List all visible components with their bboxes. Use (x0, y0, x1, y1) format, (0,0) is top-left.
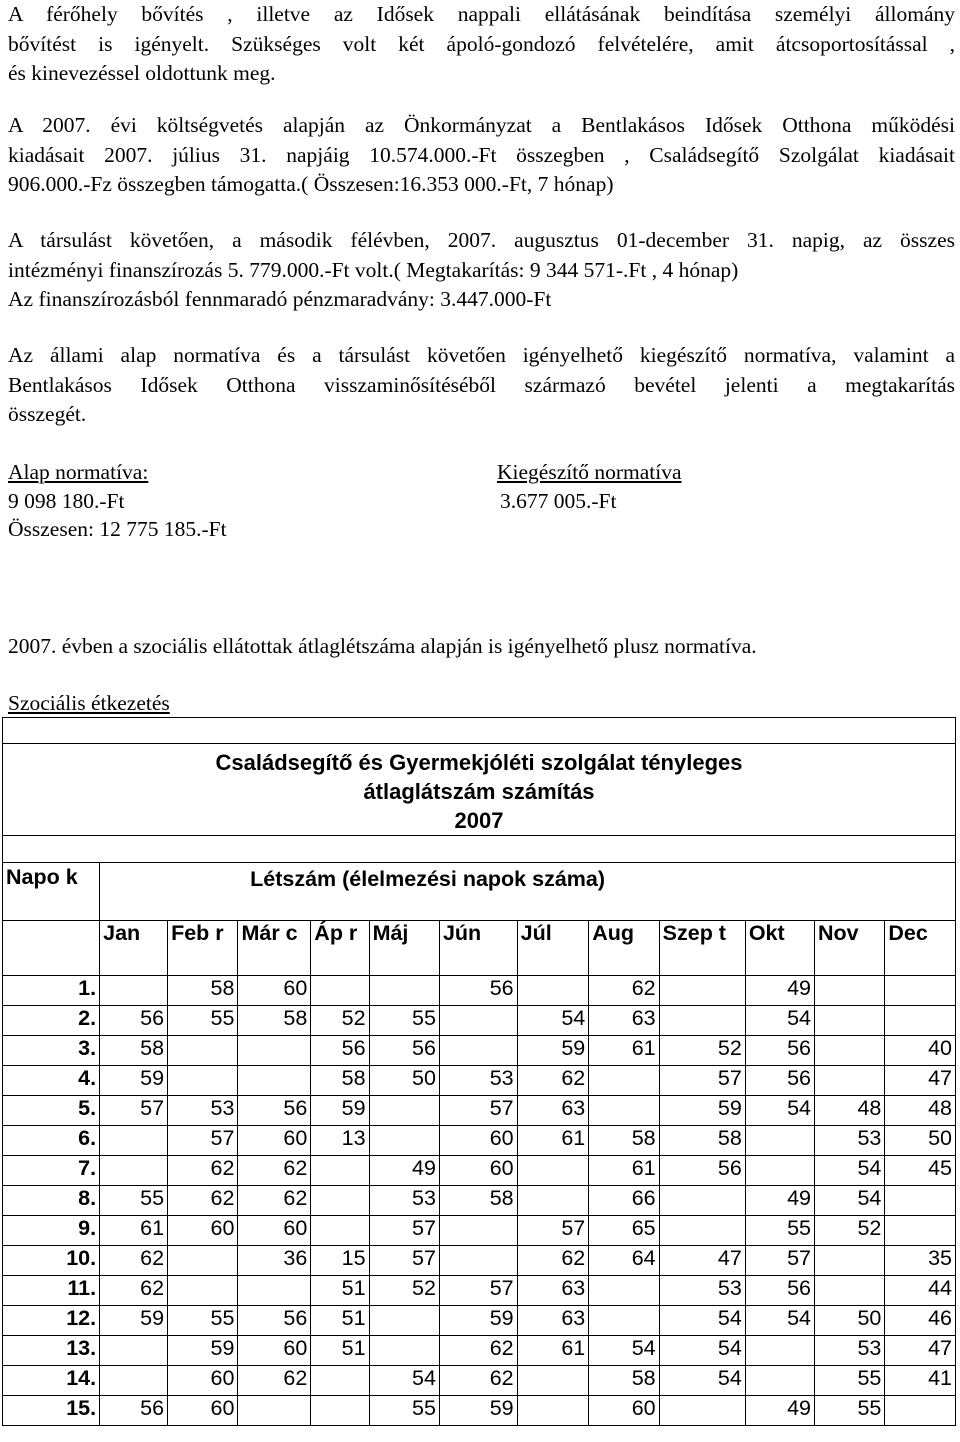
table-cell: 54 (745, 1006, 814, 1036)
table-cell (100, 1336, 168, 1366)
table-cell (311, 1216, 369, 1246)
table-cell (439, 1216, 517, 1246)
table-cell (311, 1186, 369, 1216)
table-cell: 54 (815, 1186, 885, 1216)
table-cell (369, 1336, 439, 1366)
table-cell (517, 976, 589, 1006)
table-cell: 55 (745, 1216, 814, 1246)
table-cell (369, 1126, 439, 1156)
table-cell: 54 (659, 1366, 745, 1396)
table-cell: 59 (517, 1036, 589, 1066)
table-cell: 54 (369, 1366, 439, 1396)
paragraph-budget-2007 (8, 111, 955, 200)
table-cell: 53 (815, 1336, 885, 1366)
table-cell: 59 (439, 1396, 517, 1426)
table-cell: 15 (311, 1246, 369, 1276)
table-cell: 59 (168, 1336, 238, 1366)
table-cell: 61 (589, 1036, 659, 1066)
table-row (3, 1036, 956, 1066)
table-cell: 54 (659, 1306, 745, 1336)
table-cell: 60 (238, 976, 311, 1006)
day-number: 12. (3, 1306, 100, 1336)
table-row (3, 1396, 956, 1426)
table-cell (369, 1306, 439, 1336)
table-cell: 56 (311, 1036, 369, 1066)
table-cell: 53 (439, 1066, 517, 1096)
table-cell: 55 (815, 1366, 885, 1396)
table-cell: 55 (168, 1006, 238, 1036)
month-header: Áp r (311, 921, 369, 976)
table-gap-row (3, 836, 956, 863)
table-cell: 58 (100, 1036, 168, 1066)
table-cell: 57 (745, 1246, 814, 1276)
table-cell (439, 1036, 517, 1066)
table-row (3, 1306, 956, 1336)
table-row (3, 1186, 956, 1216)
day-number: 14. (3, 1366, 100, 1396)
alap-normativa-value: 9 098 180.-Ft (8, 489, 125, 513)
table-cell: 60 (238, 1336, 311, 1366)
month-header: Máj (369, 921, 439, 976)
table-cell (745, 1366, 814, 1396)
day-number: 10. (3, 1246, 100, 1276)
table-cell: 62 (100, 1276, 168, 1306)
table-cell (168, 1276, 238, 1306)
table-cell: 63 (517, 1306, 589, 1336)
month-header: Okt (745, 921, 814, 976)
text-line: Az állami alap normatíva és a társulást követően igényelhető kiegészítő normatíva, valamint a (8, 343, 955, 367)
table-cell: 57 (168, 1126, 238, 1156)
table-cell: 61 (100, 1216, 168, 1246)
table-cell (885, 1186, 956, 1216)
day-number: 11. (3, 1276, 100, 1306)
table-row (3, 1276, 956, 1306)
month-header: Jan (100, 921, 168, 976)
table-cell (100, 1366, 168, 1396)
paragraph-normative-savings (8, 341, 955, 430)
table-cell: 66 (589, 1186, 659, 1216)
table-cell: 48 (885, 1096, 956, 1126)
table-cell: 51 (311, 1306, 369, 1336)
section-heading: Szociális étkezetés (8, 691, 170, 715)
table-cell (517, 1366, 589, 1396)
table-cell (439, 1246, 517, 1276)
table-cell: 62 (439, 1366, 517, 1396)
table-cell: 60 (238, 1126, 311, 1156)
table-cell: 53 (815, 1126, 885, 1156)
table-cell: 50 (369, 1066, 439, 1096)
table-cell: 35 (885, 1246, 956, 1276)
table-cell (238, 1396, 311, 1426)
table-cell: 58 (589, 1126, 659, 1156)
table-cell: 56 (238, 1096, 311, 1126)
month-header: Szep t (659, 921, 745, 976)
table-cell (745, 1126, 814, 1156)
table-cell: 53 (369, 1186, 439, 1216)
table-cell: 56 (745, 1066, 814, 1096)
text-line: Az finanszírozásból fennmaradó pénzmaradvány: 3.447.000-Ft (8, 287, 552, 311)
table-cell: 59 (311, 1096, 369, 1126)
table-cell: 40 (885, 1036, 956, 1066)
day-number: 1. (3, 976, 100, 1006)
table-cell: 51 (311, 1336, 369, 1366)
table-cell: 54 (659, 1336, 745, 1366)
table-row (3, 1156, 956, 1186)
text-line: 906.000.-Fz összegben támogatta.( Összesen:16.353 000.-Ft, 7 hónap) (8, 172, 614, 196)
day-number: 2. (3, 1006, 100, 1036)
table-cell (517, 1186, 589, 1216)
table-header-row (3, 863, 956, 921)
table-cell (885, 976, 956, 1006)
text-line: A férőhely bővítés , illetve az Idősek nappali ellátásának beindítása személyi állomány (8, 2, 955, 26)
table-cell (311, 1396, 369, 1426)
day-number: 5. (3, 1096, 100, 1126)
table-cell (659, 1216, 745, 1246)
table-cell (659, 976, 745, 1006)
table-cell: 52 (815, 1216, 885, 1246)
table-cell (369, 976, 439, 1006)
table-cell: 58 (238, 1006, 311, 1036)
table-cell: 64 (589, 1246, 659, 1276)
table-cell: 49 (745, 976, 814, 1006)
table-cell: 46 (885, 1306, 956, 1336)
table-cell: 57 (100, 1096, 168, 1126)
table-cell (745, 1156, 814, 1186)
table-cell (589, 1096, 659, 1126)
table-cell (311, 1156, 369, 1186)
table-cell: 62 (589, 976, 659, 1006)
month-header: Feb r (168, 921, 238, 976)
table-cell: 47 (885, 1336, 956, 1366)
table-cell: 59 (659, 1096, 745, 1126)
table-cell: 60 (168, 1366, 238, 1396)
table-cell: 50 (815, 1306, 885, 1336)
day-number: 6. (3, 1126, 100, 1156)
table-cell: 47 (659, 1246, 745, 1276)
table-cell (815, 1036, 885, 1066)
table-row (3, 1216, 956, 1246)
table-cell: 56 (659, 1156, 745, 1186)
table-cell: 56 (100, 1006, 168, 1036)
table-cell: 61 (517, 1126, 589, 1156)
table-cell (517, 1156, 589, 1186)
table-cell (885, 1396, 956, 1426)
table-cell: 62 (168, 1156, 238, 1186)
table-cell (238, 1066, 311, 1096)
paragraph-plus-normative: 2007. évben a szociális ellátottak átlaglétszáma alapján is igényelhető plusz normatíva. (8, 634, 757, 658)
text-line: Bentlakásos Idősek Otthona visszaminősítéséből származó bevétel jelenti a megtakarítás (8, 372, 955, 397)
table-cell: 57 (369, 1216, 439, 1246)
table-cell (168, 1036, 238, 1066)
table-title-year: 2007 (454, 808, 504, 833)
table-cell: 62 (238, 1186, 311, 1216)
table-cell (100, 976, 168, 1006)
table-cell: 41 (885, 1366, 956, 1396)
table-cell: 62 (100, 1246, 168, 1276)
table-cell (369, 1096, 439, 1126)
table-cell: 59 (439, 1306, 517, 1336)
table-cell: 49 (745, 1186, 814, 1216)
table-cell: 53 (168, 1096, 238, 1126)
table-cell (659, 1006, 745, 1036)
table-cell: 52 (369, 1276, 439, 1306)
table-row (3, 1066, 956, 1096)
table-cell (439, 1006, 517, 1036)
table-cell (815, 1006, 885, 1036)
month-header: Aug (589, 921, 659, 976)
table-cell: 62 (238, 1366, 311, 1396)
table-cell: 59 (100, 1306, 168, 1336)
day-number: 7. (3, 1156, 100, 1186)
table-cell: 62 (517, 1066, 589, 1096)
table-cell: 60 (168, 1216, 238, 1246)
table-cell: 47 (885, 1066, 956, 1096)
table-cell: 58 (311, 1066, 369, 1096)
table-cell: 49 (745, 1396, 814, 1426)
table-cell: 57 (659, 1066, 745, 1096)
table-cell (659, 1186, 745, 1216)
table-cell: 62 (238, 1156, 311, 1186)
table-cell: 57 (439, 1096, 517, 1126)
table-cell (815, 1246, 885, 1276)
table-cell: 49 (369, 1156, 439, 1186)
table-row (3, 976, 956, 1006)
table-cell: 54 (517, 1006, 589, 1036)
table-cell (589, 1066, 659, 1096)
table-cell (589, 1276, 659, 1306)
table-cell: 55 (369, 1396, 439, 1426)
table-cell: 52 (659, 1036, 745, 1066)
table-row (3, 1096, 956, 1126)
table-cell: 62 (168, 1186, 238, 1216)
table-cell: 58 (659, 1126, 745, 1156)
day-number: 3. (3, 1036, 100, 1066)
table-cell: 62 (517, 1246, 589, 1276)
month-header: Nov (815, 921, 885, 976)
table-cell: 56 (745, 1276, 814, 1306)
text-line: A társulást követően, a második félévben, 2007. augusztus 01-december 31. napig, az összes (8, 228, 955, 252)
table-cell: 60 (589, 1396, 659, 1426)
table-cell (238, 1276, 311, 1306)
table-cell: 62 (439, 1336, 517, 1366)
table-row (3, 1006, 956, 1036)
kiegeszito-normativa-value: 3.677 005.-Ft (500, 489, 617, 513)
month-header: Dec (885, 921, 956, 976)
table-title-line1: Családsegítő és Gyermekjóléti szolgálat tényleges (215, 750, 743, 775)
table-cell (100, 1126, 168, 1156)
table-row (3, 1336, 956, 1366)
month-header: Júl (517, 921, 589, 976)
table-cell (589, 1306, 659, 1336)
day-number: 8. (3, 1186, 100, 1216)
table-cell: 60 (168, 1396, 238, 1426)
table-cell (885, 1006, 956, 1036)
table-cell: 63 (517, 1276, 589, 1306)
table-title-line2: átlaglátszám számítás (363, 779, 595, 804)
text-line: bővítést is igényelt. Szükséges volt két ápoló-gondozó felvételére, amit átcsoportosítással , (8, 31, 955, 56)
table-cell (815, 1066, 885, 1096)
table-cell: 57 (439, 1276, 517, 1306)
table-cell: 45 (885, 1156, 956, 1186)
table-cell: 54 (745, 1306, 814, 1336)
table-cell: 65 (589, 1216, 659, 1246)
day-number: 4. (3, 1066, 100, 1096)
table-cell: 59 (100, 1066, 168, 1096)
table-cell (745, 1336, 814, 1366)
table-cell: 58 (589, 1366, 659, 1396)
table-cell (168, 1066, 238, 1096)
table-cell: 61 (517, 1336, 589, 1366)
text-line: intézményi finanszírozás 5. 779.000.-Ft volt.( Megtakarítás: 9 344 571-.Ft , 4 hónap) (8, 257, 739, 282)
table-cell (168, 1246, 238, 1276)
month-header: Már c (238, 921, 311, 976)
table-row (3, 1366, 956, 1396)
table-cell: 60 (439, 1156, 517, 1186)
text-line: összegét. (8, 402, 87, 426)
table-cell (815, 1276, 885, 1306)
table-cell: 58 (439, 1186, 517, 1216)
day-number: 15. (3, 1396, 100, 1426)
table-cell: 55 (168, 1306, 238, 1336)
table-cell: 58 (168, 976, 238, 1006)
table-cell: 63 (589, 1006, 659, 1036)
table-cell: 55 (369, 1006, 439, 1036)
table-cell: 56 (745, 1036, 814, 1066)
table-cell: 57 (517, 1216, 589, 1246)
table-top-spacer-row (3, 718, 956, 744)
letszam-header: Létszám (élelmezési napok száma) (100, 863, 956, 921)
day-number: 13. (3, 1336, 100, 1366)
table-cell (238, 1036, 311, 1066)
table-cell: 36 (238, 1246, 311, 1276)
day-number: 9. (3, 1216, 100, 1246)
normativa-total: Összesen: 12 775 185.-Ft (8, 517, 227, 541)
month-header-row (3, 921, 956, 976)
table-cell (815, 976, 885, 1006)
table-cell: 44 (885, 1276, 956, 1306)
paragraph-second-half-financing (8, 226, 955, 315)
table-cell: 56 (369, 1036, 439, 1066)
table-cell: 63 (517, 1096, 589, 1126)
table-cell (659, 1396, 745, 1426)
table-cell: 56 (100, 1396, 168, 1426)
table-cell: 54 (589, 1336, 659, 1366)
table-cell (885, 1216, 956, 1246)
table-cell: 60 (439, 1126, 517, 1156)
table-cell (517, 1396, 589, 1426)
kiegeszito-normativa-label: Kiegészítő normatíva (497, 460, 682, 484)
table-cell: 60 (238, 1216, 311, 1246)
table-cell: 57 (369, 1246, 439, 1276)
table-cell: 52 (311, 1006, 369, 1036)
napok-header: Napo k (3, 863, 100, 921)
table-cell (311, 976, 369, 1006)
table-cell: 54 (745, 1096, 814, 1126)
table-cell: 55 (815, 1396, 885, 1426)
text-line: kiadásait 2007. július 31. napjáig 10.574.000.-Ft összegben , Családsegítő Szolgálat kiadásait (8, 142, 955, 167)
table-cell (311, 1366, 369, 1396)
table-cell (100, 1156, 168, 1186)
table-row (3, 1246, 956, 1276)
text-line: A 2007. évi költségvetés alapján az Önkormányzat a Bentlakásos Idősek Otthona működési (8, 113, 955, 137)
table-cell: 51 (311, 1276, 369, 1306)
table-cell: 55 (100, 1186, 168, 1216)
table-cell: 56 (439, 976, 517, 1006)
text-line: és kinevezéssel oldottunk meg. (8, 61, 276, 85)
paragraph-staff-expansion (8, 0, 955, 89)
attendance-table (2, 717, 956, 1426)
table-cell: 13 (311, 1126, 369, 1156)
table-row (3, 1126, 956, 1156)
table-cell: 48 (815, 1096, 885, 1126)
table-cell: 56 (238, 1306, 311, 1336)
table-cell: 53 (659, 1276, 745, 1306)
alap-normativa-label: Alap normatíva: (8, 460, 149, 484)
table-title-row (3, 744, 956, 836)
table-cell: 54 (815, 1156, 885, 1186)
table-cell: 61 (589, 1156, 659, 1186)
table-cell: 50 (885, 1126, 956, 1156)
month-header: Jún (439, 921, 517, 976)
